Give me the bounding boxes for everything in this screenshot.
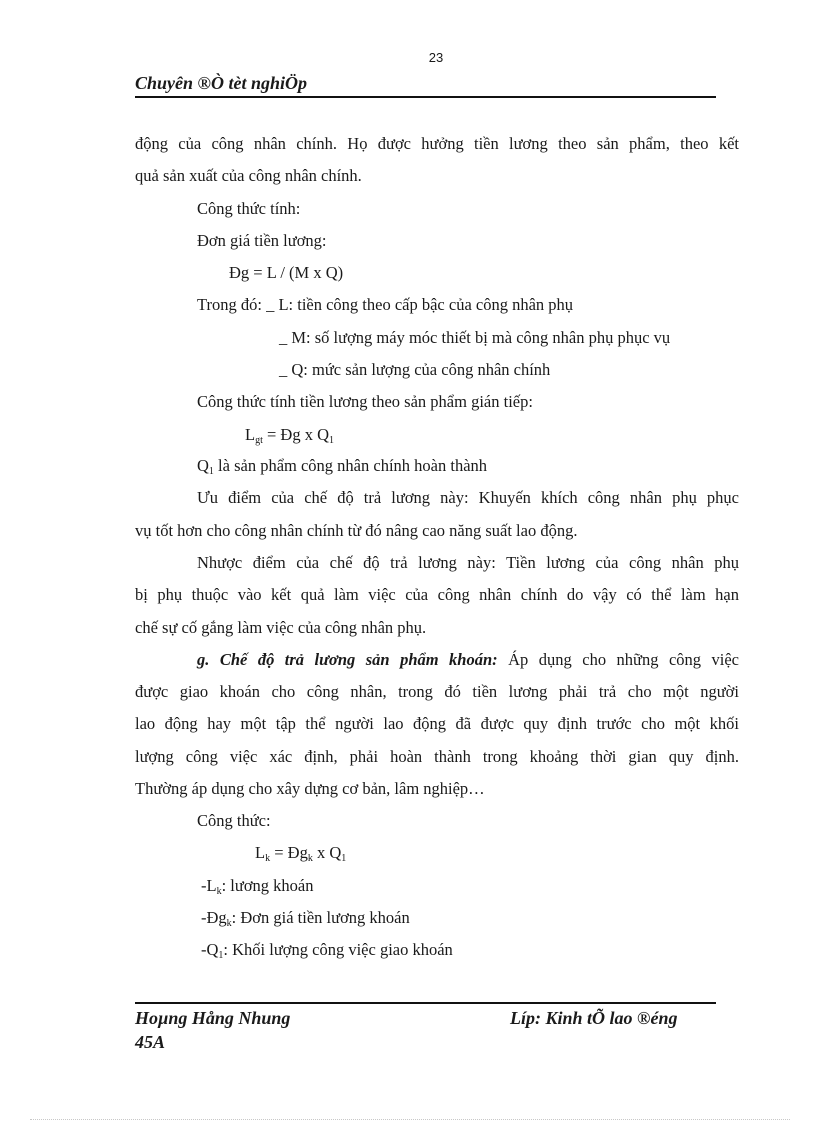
section-g-line: Thường áp dụng cho xây dựng cơ bản, lâm nghiệp… xyxy=(135,779,485,798)
lk-formula xyxy=(255,843,346,863)
q1-subscript: 1 xyxy=(208,466,214,477)
footer-author: Hoµng Hång Nhung xyxy=(135,1008,291,1028)
definition-lk xyxy=(201,876,314,896)
disadvantage-line: chế sự cố gắng làm việc của công nhân phụ. xyxy=(135,618,427,637)
unit-price-label: Đơn giá tiền lương: xyxy=(197,231,327,250)
def-symbol: -Q xyxy=(201,940,219,959)
lk-subscript: k xyxy=(265,853,271,864)
def-subscript: k xyxy=(216,886,222,897)
dg-formula: Đg = L / (M x Q) xyxy=(229,263,344,282)
def-symbol: -Đg xyxy=(201,908,227,927)
footer-rule xyxy=(135,1002,716,1004)
def-subscript: k xyxy=(226,918,232,929)
def-text: : lương khoán xyxy=(221,876,314,895)
def-text: : Đơn giá tiền lương khoán xyxy=(231,908,410,927)
formula-label: Công thức tính: xyxy=(197,199,301,218)
footer-class-code: 45A xyxy=(135,1032,166,1052)
lgt-formula xyxy=(245,425,334,445)
lk-subscript-dg: k xyxy=(307,853,313,864)
where-L: Trong đó: _ L: tiền công theo cấp bậc của công nhân phụ xyxy=(197,295,574,314)
formula2-label: Công thức: xyxy=(197,811,271,830)
section-g-first-line xyxy=(197,650,739,670)
q1-text: là sản phẩm công nhân chính hoàn thành xyxy=(213,456,488,475)
lgt-expression: = Đg x Q xyxy=(262,425,330,444)
definition-q1 xyxy=(201,940,453,960)
section-g-heading: g. Chế độ trả lương sản phẩm khoán: xyxy=(197,650,498,669)
definition-dgk xyxy=(201,908,410,928)
where-M: _ M: số lượng máy móc thiết bị mà công nhân phụ phục vụ xyxy=(279,328,671,347)
lgt-subscript: gt xyxy=(255,435,263,446)
footer-class-label: Líp: Kinh tÕ lao ®éng xyxy=(510,1008,678,1028)
page-bottom-edge xyxy=(30,1119,790,1120)
lk-symbol: L xyxy=(255,843,266,862)
lk-expression: = Đg xyxy=(270,843,308,862)
q1-symbol: Q xyxy=(197,456,209,475)
def-subscript: 1 xyxy=(218,950,224,961)
def-text: : Khối lượng công việc giao khoán xyxy=(223,940,453,959)
indirect-formula-label: Công thức tính tiền lương theo sản phẩm gián tiếp: xyxy=(197,392,533,411)
advantage-line: vụ tốt hơn cho công nhân chính từ đó nâng cao năng suất lao động. xyxy=(135,521,578,540)
lk-subscript-q: 1 xyxy=(341,853,347,864)
body-line: quả sản xuất của công nhân chính. xyxy=(135,166,362,185)
lgt-symbol: L xyxy=(245,425,256,444)
disadvantage-line: bị phụ thuộc vào kết quả làm việc của công nhân chính do vậy có thể làm hạn xyxy=(135,585,739,604)
advantage-line: Ưu điểm của chế độ trả lương này: Khuyến khích công nhân phụ phục xyxy=(197,488,739,507)
section-g-line: lượng công việc xác định, phải hoàn thành trong khoảng thời gian quy định. xyxy=(135,747,739,766)
lk-expression-tail: x Q xyxy=(312,843,342,862)
where-Q: _ Q: mức sản lượng của công nhân chính xyxy=(279,360,551,379)
body-line: động của công nhân chính. Họ được hưởng tiền lương theo sản phẩm, theo kết xyxy=(135,134,739,153)
section-g-text: Áp dụng cho những công việc xyxy=(497,650,740,669)
page-header-title: Chuyên ®Ò tèt nghiÖp xyxy=(135,73,307,93)
lgt-subscript-q: 1 xyxy=(329,435,335,446)
header-rule xyxy=(135,96,716,98)
page-number: 23 xyxy=(428,50,444,65)
section-g-line: được giao khoán cho công nhân, trong đó tiền lương phải trả cho một người xyxy=(135,682,739,701)
def-symbol: -L xyxy=(201,876,217,895)
section-g-line: lao động hay một tập thể người lao động đã được quy định trước cho một khối xyxy=(135,714,739,733)
q1-definition xyxy=(197,456,487,476)
disadvantage-line: Nhược điểm của chế độ trả lương này: Tiền lương của công nhân phụ xyxy=(197,553,739,572)
